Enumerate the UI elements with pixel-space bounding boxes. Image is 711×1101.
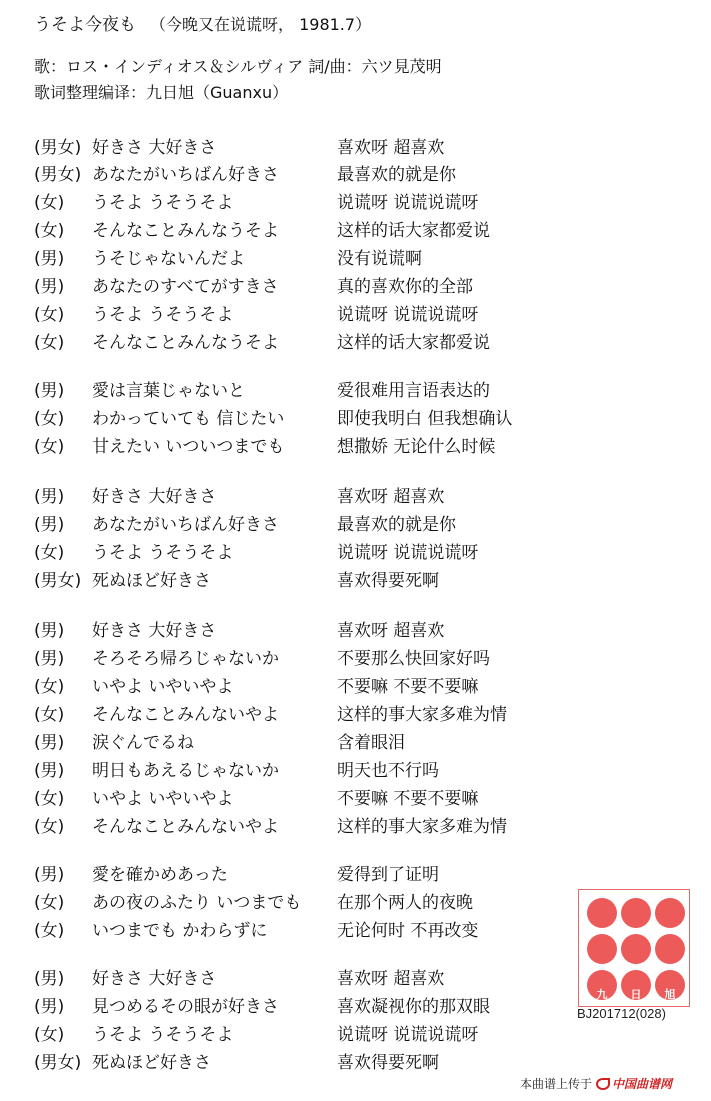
stamp-dot bbox=[621, 898, 651, 928]
singer-label: (女) bbox=[34, 817, 65, 837]
singer-label: (男) bbox=[34, 865, 65, 885]
lyric-line bbox=[0, 404, 711, 430]
singer-label: (男) bbox=[34, 649, 65, 669]
stamp-dot bbox=[655, 934, 685, 964]
singer-label: (女) bbox=[34, 333, 65, 353]
singer-label: (男女) bbox=[34, 1053, 82, 1073]
chinese-translation: 这样的话大家都爱说 bbox=[337, 333, 490, 353]
japanese-lyric: うそよ うそうそよ bbox=[92, 305, 234, 325]
lyric-line bbox=[0, 510, 711, 536]
chinese-translation: 喜欢呀 超喜欢 bbox=[337, 969, 445, 989]
lyric-line bbox=[0, 376, 711, 402]
chinese-translation: 最喜欢的就是你 bbox=[337, 515, 456, 535]
singer-label: (女) bbox=[34, 193, 65, 213]
japanese-lyric: そんなことみんなうそよ bbox=[92, 221, 279, 241]
singer-label: (男) bbox=[34, 515, 65, 535]
chinese-translation: 喜欢凝视你的那双眼 bbox=[337, 997, 490, 1017]
lyric-line bbox=[0, 188, 711, 214]
singer-label: (男) bbox=[34, 487, 65, 507]
singer-label: (女) bbox=[34, 1025, 65, 1045]
japanese-lyric: 愛を確かめあった bbox=[92, 865, 228, 885]
chinese-translation: 不要那么快回家好吗 bbox=[337, 649, 490, 669]
chinese-translation: 不要嘛 不要不要嘛 bbox=[337, 677, 479, 697]
chinese-translation: 喜欢呀 超喜欢 bbox=[337, 621, 445, 641]
chinese-translation: 喜欢呀 超喜欢 bbox=[337, 487, 445, 507]
japanese-lyric: うそよ うそうそよ bbox=[92, 193, 234, 213]
japanese-lyric: 愛は言葉じゃないと bbox=[92, 381, 245, 401]
japanese-lyric: 好きさ 大好きさ bbox=[92, 969, 217, 989]
singer-label: (女) bbox=[34, 409, 65, 429]
chinese-translation: 喜欢得要死啊 bbox=[337, 1053, 439, 1073]
singer-label: (男) bbox=[34, 997, 65, 1017]
lyric-line bbox=[0, 1048, 711, 1074]
singer-label: (男) bbox=[34, 969, 65, 989]
japanese-lyric: そんなことみんなうそよ bbox=[92, 333, 279, 353]
chinese-translation: 最喜欢的就是你 bbox=[337, 165, 456, 185]
chinese-translation: 喜欢得要死啊 bbox=[337, 571, 439, 591]
chinese-translation: 没有说谎啊 bbox=[337, 249, 422, 269]
lyric-line bbox=[0, 756, 711, 782]
japanese-lyric: うそよ うそうそよ bbox=[92, 1025, 234, 1045]
japanese-lyric: 好きさ 大好きさ bbox=[92, 621, 217, 641]
site-name: 中国曲谱网 bbox=[612, 1077, 673, 1091]
chinese-translation: 在那个两人的夜晚 bbox=[337, 893, 473, 913]
lyric-line bbox=[0, 272, 711, 298]
stamp-char: 日 bbox=[630, 988, 642, 1001]
chinese-translation: 说谎呀 说谎说谎呀 bbox=[337, 305, 479, 325]
japanese-lyric: 見つめるその眼が好きさ bbox=[92, 997, 279, 1017]
singer-label: (男) bbox=[34, 381, 65, 401]
japanese-lyric: 好きさ 大好きさ bbox=[92, 138, 217, 158]
japanese-lyric: うそじゃないんだよ bbox=[92, 249, 245, 269]
lyric-line bbox=[0, 1020, 711, 1046]
chinese-translation: 说谎呀 说谎说谎呀 bbox=[337, 543, 479, 563]
lyric-line bbox=[0, 700, 711, 726]
lyric-line bbox=[0, 133, 711, 159]
chinese-translation: 爱得到了证明 bbox=[337, 865, 439, 885]
credit-line: 歌：ロス・インディオス＆シルヴィア 詞/曲：六ツ見茂明 bbox=[34, 57, 442, 76]
lyric-line bbox=[0, 672, 711, 698]
chinese-translation: 即使我明白 但我想确认 bbox=[337, 409, 513, 429]
singer-label: (男) bbox=[34, 249, 65, 269]
chinese-translation: 这样的事大家多难为情 bbox=[337, 705, 507, 725]
stamp-char: 九 bbox=[596, 988, 608, 1001]
japanese-lyric: うそよ うそうそよ bbox=[92, 543, 234, 563]
lyric-line bbox=[0, 244, 711, 270]
japanese-lyric: 明日もあえるじゃないか bbox=[92, 761, 279, 781]
japanese-lyric: そんなことみんないやよ bbox=[92, 817, 279, 837]
japanese-lyric: わかっていても 信じたい bbox=[92, 409, 285, 429]
lyric-line bbox=[0, 566, 711, 592]
japanese-lyric: そろそろ帰ろじゃないか bbox=[92, 649, 279, 669]
lyric-line bbox=[0, 538, 711, 564]
japanese-lyric: 好きさ 大好きさ bbox=[92, 487, 217, 507]
japanese-lyric: いやよ いやいやよ bbox=[92, 677, 234, 697]
seal-stamp bbox=[578, 889, 690, 1007]
singer-label: (男) bbox=[34, 277, 65, 297]
arranger-line: 歌词整理编译：九日旭（Guanxu） bbox=[34, 83, 289, 102]
singer-label: (男女) bbox=[34, 165, 82, 185]
lyric-line bbox=[0, 644, 711, 670]
song-subtitle: （今晚又在说谎呀， 1981.7） bbox=[150, 15, 372, 34]
lyric-line bbox=[0, 860, 711, 886]
lyric-line bbox=[0, 482, 711, 508]
japanese-lyric: そんなことみんないやよ bbox=[92, 705, 279, 725]
chinese-translation: 说谎呀 说谎说谎呀 bbox=[337, 193, 479, 213]
japanese-lyric: あなたがいちばん好きさ bbox=[92, 515, 279, 535]
lyric-line bbox=[0, 216, 711, 242]
singer-label: (男女) bbox=[34, 571, 82, 591]
lyric-line bbox=[0, 616, 711, 642]
song-title: うそよ今夜も bbox=[34, 15, 136, 35]
chinese-translation: 明天也不行吗 bbox=[337, 761, 439, 781]
chinese-translation: 含着眼泪 bbox=[337, 733, 405, 753]
singer-label: (女) bbox=[34, 305, 65, 325]
singer-label: (男) bbox=[34, 761, 65, 781]
singer-label: (女) bbox=[34, 543, 65, 563]
stamp-code: BJ201712(028) bbox=[577, 1006, 666, 1021]
site-logo-icon bbox=[596, 1078, 610, 1090]
chinese-translation: 真的喜欢你的全部 bbox=[337, 277, 473, 297]
chinese-translation: 无论何时 不再改变 bbox=[337, 921, 479, 941]
page-title bbox=[34, 10, 371, 35]
japanese-lyric: いやよ いやいやよ bbox=[92, 789, 234, 809]
chinese-translation: 说谎呀 说谎说谎呀 bbox=[337, 1025, 479, 1045]
lyric-line bbox=[0, 432, 711, 458]
uploaded-text: 本曲谱上传于 bbox=[520, 1077, 593, 1091]
stamp-dot bbox=[587, 934, 617, 964]
lyric-line bbox=[0, 160, 711, 186]
singer-label: (女) bbox=[34, 677, 65, 697]
singer-label: (女) bbox=[34, 221, 65, 241]
singer-label: (女) bbox=[34, 437, 65, 457]
stamp-dot bbox=[655, 898, 685, 928]
lyric-line bbox=[0, 784, 711, 810]
upload-footer bbox=[520, 1075, 672, 1092]
stamp-dot bbox=[587, 898, 617, 928]
singer-label: (男女) bbox=[34, 138, 82, 158]
chinese-translation: 想撒娇 无论什么时候 bbox=[337, 437, 496, 457]
singer-label: (女) bbox=[34, 705, 65, 725]
chinese-translation: 这样的事大家多难为情 bbox=[337, 817, 507, 837]
lyric-line bbox=[0, 812, 711, 838]
stamp-char: 旭 bbox=[664, 988, 676, 1001]
singer-label: (男) bbox=[34, 621, 65, 641]
singer-label: (女) bbox=[34, 893, 65, 913]
japanese-lyric: 死ぬほど好きさ bbox=[92, 1053, 211, 1073]
chinese-translation: 喜欢呀 超喜欢 bbox=[337, 138, 445, 158]
japanese-lyric: 甘えたい いついつまでも bbox=[92, 437, 285, 457]
japanese-lyric: 涙ぐんでるね bbox=[92, 733, 194, 753]
singer-label: (女) bbox=[34, 789, 65, 809]
japanese-lyric: 死ぬほど好きさ bbox=[92, 571, 211, 591]
stamp-dot bbox=[621, 934, 651, 964]
japanese-lyric: あなたがいちばん好きさ bbox=[92, 165, 279, 185]
lyric-line bbox=[0, 328, 711, 354]
japanese-lyric: あなたのすべてがすきさ bbox=[92, 277, 279, 297]
lyric-line bbox=[0, 728, 711, 754]
singer-label: (女) bbox=[34, 921, 65, 941]
chinese-translation: 不要嘛 不要不要嘛 bbox=[337, 789, 479, 809]
lyric-line bbox=[0, 300, 711, 326]
singer-label: (男) bbox=[34, 733, 65, 753]
chinese-translation: 爱很难用言语表达的 bbox=[337, 381, 490, 401]
japanese-lyric: いつまでも かわらずに bbox=[92, 921, 268, 941]
japanese-lyric: あの夜のふたり いつまでも bbox=[92, 893, 302, 913]
chinese-translation: 这样的话大家都爱说 bbox=[337, 221, 490, 241]
